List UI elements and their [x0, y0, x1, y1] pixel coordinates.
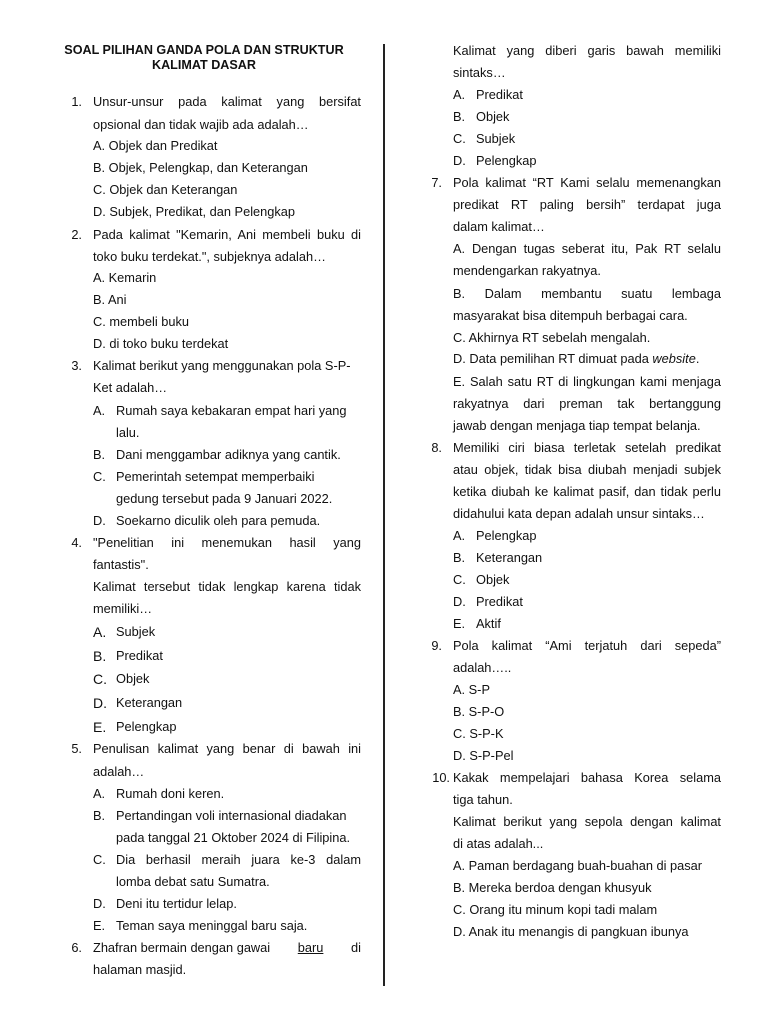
answer-option[interactable]: Predikat	[476, 87, 523, 102]
option-letter[interactable]: A.	[93, 786, 106, 801]
answer-option[interactable]: A. Paman berdagang buah-buahan di pasar	[453, 858, 703, 873]
answer-option[interactable]: Soekarno diculik oleh para pemuda.	[116, 513, 321, 528]
option-italic-word: website	[652, 351, 696, 366]
answer-option[interactable]: Pelengkap	[476, 528, 537, 543]
question-number: 5.	[71, 741, 82, 756]
option-letter[interactable]: C.	[453, 572, 466, 587]
question-number: 1.	[71, 94, 82, 109]
question-stem: fantastis".	[93, 557, 149, 572]
question-stem: adalah…	[93, 764, 145, 779]
answer-option[interactable]: C. Akhirnya RT sebelah mengalah.	[453, 330, 651, 345]
question-stem: Pola kalimat “RT Kami selalu memenangkan	[453, 175, 721, 190]
option-letter[interactable]: D.	[93, 695, 107, 711]
option-letter[interactable]: B.	[453, 550, 466, 565]
answer-option[interactable]: jawab dengan menjaga tiap tempat belanja.	[453, 418, 701, 433]
question-stem: didahului kata depan adalah unsur sintaks…	[453, 506, 705, 521]
option-letter[interactable]: D.	[453, 594, 466, 609]
question-stem: sintaks…	[453, 65, 506, 80]
answer-option[interactable]: C. membeli buku	[93, 314, 190, 329]
answer-option[interactable]: A. S-P	[453, 682, 490, 697]
option-letter[interactable]: C.	[453, 131, 466, 146]
answer-option[interactable]: A. Objek dan Predikat	[93, 138, 218, 153]
answer-option[interactable]: B. S-P-O	[453, 704, 505, 719]
option-letter[interactable]: A.	[453, 87, 466, 102]
answer-option[interactable]: D. Subjek, Predikat, dan Pelengkap	[93, 204, 296, 219]
answer-option[interactable]: B. Mereka berdoa dengan khusyuk	[453, 880, 652, 895]
answer-option[interactable]: Rumah doni keren.	[116, 786, 225, 801]
answer-option[interactable]: B. Ani	[93, 292, 127, 307]
option-letter[interactable]: C.	[93, 852, 106, 867]
answer-option[interactable]: Keterangan	[476, 550, 543, 565]
question-stem: Kalimat berikut yang sepola dengan kalimat	[453, 814, 721, 829]
question-stem: Pada kalimat "Kemarin, Ani membeli buku di	[93, 227, 361, 242]
answer-option[interactable]: D. S-P-Pel	[453, 748, 514, 763]
answer-option[interactable]: D. Anak itu menangis di pangkuan ibunya	[453, 924, 689, 939]
option-letter[interactable]: A.	[93, 403, 106, 418]
question-number: 8.	[431, 440, 442, 455]
answer-option[interactable]: mendengarkan rakyatnya.	[453, 263, 601, 278]
question-stem: di atas adalah...	[453, 836, 544, 851]
option-letter[interactable]: E.	[93, 719, 107, 735]
question-stem: halaman masjid.	[93, 962, 187, 977]
answer-option[interactable]: Aktif	[476, 616, 501, 631]
stem-text: di	[351, 940, 361, 955]
option-letter[interactable]: B.	[453, 109, 466, 124]
question-stem: opsional dan tidak wajib ada adalah…	[93, 117, 309, 132]
answer-option[interactable]: Objek	[476, 109, 510, 124]
answer-option[interactable]: pada tanggal 21 Oktober 2024 di Filipina.	[116, 830, 351, 845]
answer-option[interactable]: rakyatnya dari preman tak bertanggung	[453, 396, 721, 411]
answer-option[interactable]: Pelengkap	[116, 719, 177, 734]
option-letter[interactable]: A.	[453, 528, 466, 543]
answer-option[interactable]: Deni itu tertidur lelap.	[116, 896, 237, 911]
option-letter[interactable]: A.	[93, 624, 107, 640]
question-stem: Kalimat yang diberi garis bawah memiliki	[453, 43, 721, 58]
answer-option[interactable]: lomba debat satu Sumatra.	[116, 874, 270, 889]
question-stem: Pola kalimat “Ami terjatuh dari sepeda”	[453, 638, 721, 653]
answer-option[interactable]: B. Dalam membantu suatu lembaga	[453, 286, 721, 301]
page-title: SOAL PILIHAN GANDA POLA DAN STRUKTUR KALIMAT DASAR	[64, 43, 344, 72]
answer-option[interactable]: C. S-P-K	[453, 726, 504, 741]
option-letter[interactable]: E.	[93, 918, 106, 933]
answer-option[interactable]: Subjek	[116, 624, 156, 639]
question-stem: Penulisan kalimat yang benar di bawah ini	[93, 741, 361, 756]
answer-option[interactable]: D. di toko buku terdekat	[93, 336, 229, 351]
answer-option[interactable]: Rumah saya kebakaran empat hari yang	[116, 403, 347, 418]
answer-option[interactable]: B. Objek, Pelengkap, dan Keterangan	[93, 160, 308, 175]
question-stem: "Penelitian ini menemukan hasil yang	[93, 535, 361, 550]
option-letter[interactable]: E.	[453, 616, 466, 631]
option-letter[interactable]: B.	[93, 447, 106, 462]
question-stem: dalam kalimat…	[453, 219, 545, 234]
answer-option[interactable]: Objek	[116, 671, 150, 686]
question-stem: tiga tahun.	[453, 792, 513, 807]
answer-option[interactable]: Objek	[476, 572, 510, 587]
answer-option[interactable]: Predikat	[476, 594, 523, 609]
option-text: .	[695, 351, 700, 366]
option-letter[interactable]: D.	[93, 513, 106, 528]
answer-option[interactable]: C. Objek dan Keterangan	[93, 182, 238, 197]
answer-option[interactable]: Pertandingan voli internasional diadakan	[116, 808, 347, 823]
answer-option[interactable]: Keterangan	[116, 695, 183, 710]
column-divider	[383, 44, 385, 986]
option-letter[interactable]: B.	[93, 648, 107, 664]
answer-option[interactable]: masyarakat bisa ditempuh berbagai cara.	[453, 308, 688, 323]
answer-option[interactable]: E. Salah satu RT di lingkungan kami menjaga	[453, 374, 721, 389]
answer-option[interactable]: Pemerintah setempat memperbaiki	[116, 469, 315, 484]
answer-option[interactable]: gedung tersebut pada 9 Januari 2022.	[116, 491, 333, 506]
answer-option[interactable]: C. Orang itu minum kopi tadi malam	[453, 902, 658, 917]
option-letter[interactable]: B.	[93, 808, 106, 823]
answer-option[interactable]: Dani menggambar adiknya yang cantik.	[116, 447, 341, 462]
answer-option[interactable]: Predikat	[116, 648, 163, 663]
question-stem: predikat RT paling bersih” terdapat juga	[453, 197, 721, 212]
question-stem: atau objek, tidak bisa diubah menjadi subjek	[453, 462, 721, 477]
answer-option[interactable]: A. Dengan tugas seberat itu, Pak RT selalu	[453, 241, 721, 256]
question-number: 4.	[71, 535, 82, 550]
question-number: 7.	[431, 175, 442, 190]
question-stem: toko buku terdekat.", subjeknya adalah…	[93, 249, 326, 264]
option-letter[interactable]: D.	[93, 896, 106, 911]
answer-option[interactable]	[453, 351, 699, 367]
question-stem: memiliki…	[93, 601, 153, 616]
answer-option[interactable]: lalu.	[116, 425, 140, 440]
question-stem: Memiliki ciri biasa terletak setelah predikat	[453, 440, 721, 455]
question-stem: Kakak mempelajari bahasa Korea selama	[453, 770, 721, 785]
question-number: 10.	[432, 770, 450, 785]
underlined-word: baru	[297, 940, 324, 955]
question-number: 9.	[431, 638, 442, 653]
answer-option[interactable]: A. Kemarin	[93, 270, 157, 285]
stem-text: Zhafran bermain dengan gawai	[93, 940, 271, 955]
answer-option[interactable]: Teman saya meninggal baru saja.	[116, 918, 308, 933]
option-text: D. Data pemilihan RT dimuat pada	[453, 351, 649, 366]
question-stem: Kalimat tersebut tidak lengkap karena tidak	[93, 579, 361, 594]
question-stem: ketika diubah ke kalimat pasif, dan tidak perlu	[453, 484, 721, 499]
question-stem: Unsur-unsur pada kalimat yang bersifat	[93, 94, 361, 109]
question-stem: adalah…..	[453, 660, 512, 675]
answer-option[interactable]: Pelengkap	[476, 153, 537, 168]
answer-option[interactable]: Dia berhasil meraih juara ke-3 dalam	[116, 852, 361, 867]
answer-option[interactable]: Subjek	[476, 131, 516, 146]
option-letter[interactable]: D.	[453, 153, 466, 168]
question-number: 6.	[71, 940, 82, 955]
option-letter[interactable]: C.	[93, 469, 106, 484]
question-stem: Kalimat berikut yang menggunakan pola S-P-	[93, 358, 351, 373]
question-stem	[93, 940, 361, 956]
option-letter[interactable]: C.	[93, 671, 107, 687]
question-number: 3.	[71, 358, 82, 373]
question-number: 2.	[71, 227, 82, 242]
question-stem: Ket adalah…	[93, 380, 167, 395]
